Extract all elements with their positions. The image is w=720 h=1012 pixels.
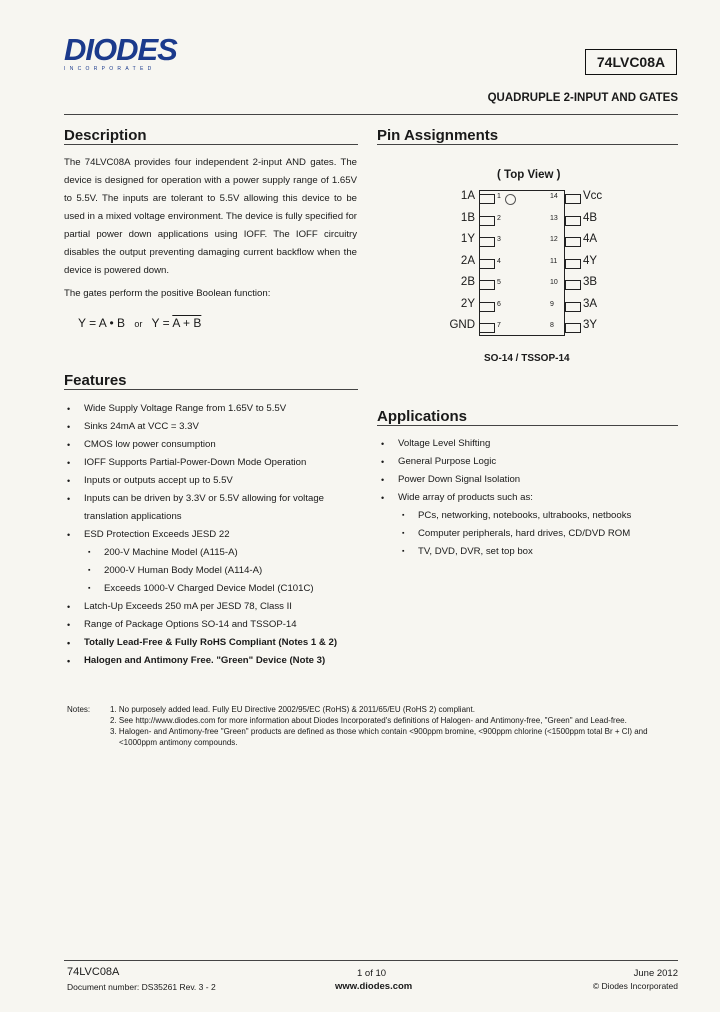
application-subitem: ▪ PCs, networking, notebooks, ultrabooks, netbooks: [378, 507, 678, 525]
pin-row-right: [550, 190, 630, 206]
applications-list: [378, 435, 678, 561]
top-view-label: ( Top View ): [497, 169, 561, 181]
pin-number: 6: [497, 300, 501, 308]
logo-text: DIODES: [64, 32, 177, 67]
pin-row-right: [550, 212, 630, 228]
feature-subitem: ▪ Exceeds 1000-V Charged Device Model (C101C): [64, 580, 364, 598]
pin-label: 1Y: [460, 233, 475, 245]
boolean-intro: The gates perform the positive Boolean function:: [64, 288, 271, 299]
pin-row-right: [550, 233, 630, 249]
feature-item: • IOFF Supports Partial-Power-Down Mode Operation: [64, 454, 364, 472]
applications-title: Applications: [377, 408, 678, 426]
pin-row-right: [550, 255, 630, 271]
pin-label: 2B: [460, 276, 475, 288]
application-subitem: ▪ TV, DVD, DVR, set top box: [378, 543, 678, 561]
notes-block: [110, 704, 680, 748]
equation-nand: A + B: [172, 316, 202, 330]
footer-page-number: 1 of 10: [357, 968, 387, 979]
pin-label: Vcc: [583, 190, 603, 202]
pin-assignments-title: Pin Assignments: [377, 127, 678, 145]
pin-number: 10: [550, 279, 558, 286]
note-3: 3. Halogen- and Antimony-free "Green" products are defined as those which contain <900ppm bromine, <900ppm chlorine (<1500ppm total Br + Cl) and: [110, 727, 648, 736]
feature-item: • Sinks 24mA at VCC = 3.3V: [64, 418, 364, 436]
pin-number: 3: [497, 236, 501, 243]
pin-number: 13: [550, 214, 558, 222]
feature-subitem: ▪ 200-V Machine Model (A115-A): [64, 544, 364, 562]
features-title: Features: [64, 372, 358, 390]
equation-lhs: Y =: [151, 316, 170, 330]
pin-number: 8: [550, 322, 554, 329]
pin-lead: [479, 302, 495, 312]
feature-item: • Range of Package Options SO-14 and TSSOP-14: [64, 616, 364, 634]
pin-lead: [479, 259, 495, 269]
pin-lead: [479, 216, 495, 226]
header-rule: [64, 114, 678, 115]
pin-number: 9: [550, 300, 554, 308]
pin-lead: [479, 194, 495, 204]
feature-item: • Inputs or outputs accept up to 5.5V: [64, 472, 364, 490]
pin-label: 3Y: [583, 319, 598, 331]
pin-lead: [565, 194, 581, 204]
pin-row-left: [445, 319, 535, 335]
feature-item: • ESD Protection Exceeds JESD 22: [64, 526, 364, 544]
logo-subtext: INCORPORATED: [64, 66, 156, 72]
package-label: SO-14 / TSSOP-14: [484, 353, 570, 364]
pin-lead: [565, 237, 581, 247]
pin-label: 3B: [583, 276, 598, 288]
pin-row-left: [445, 276, 535, 292]
diodes-logo: [64, 34, 192, 76]
feature-item: • Wide Supply Voltage Range from 1.65V to 5.5V: [64, 400, 364, 418]
pin-row-left: [445, 255, 535, 271]
boolean-equation: [78, 316, 201, 330]
pin-row-right: [550, 319, 630, 335]
pin-lead: [479, 237, 495, 247]
pin-label: 2Y: [460, 297, 475, 310]
pin-label: 4B: [583, 211, 598, 224]
pin-lead: [479, 323, 495, 333]
application-item: • Power Down Signal Isolation: [378, 471, 678, 489]
application-item: • Voltage Level Shifting: [378, 435, 678, 453]
application-subitem: ▪ Computer peripherals, hard drives, CD/DVD ROM: [378, 525, 678, 543]
pin-number: 4: [497, 257, 501, 265]
footer-rule: [64, 960, 678, 961]
footer-copyright: © Diodes Incorporated: [592, 981, 678, 991]
feature-item: • CMOS low power consumption: [64, 436, 364, 454]
application-item: • General Purpose Logic: [378, 453, 678, 471]
note-2: 2. See http://www.diodes.com for more information about Diodes Incorporated's definitions of Halogen- and Antimony-free, "Green" and Lead-free.: [110, 716, 627, 725]
pin-lead: [565, 302, 581, 312]
feature-item: • Latch-Up Exceeds 250 mA per JESD 78, Class II: [64, 598, 364, 616]
pin-lead: [565, 259, 581, 269]
document-subtitle: QUADRUPLE 2-INPUT AND GATES: [487, 92, 678, 104]
pin-number: 11: [550, 257, 558, 265]
footer-date: June 2012: [633, 968, 678, 979]
application-item: • Wide array of products such as:: [378, 489, 678, 507]
feature-item: • Inputs can be driven by 3.3V or 5.5V allowing for voltage translation applications: [64, 490, 364, 526]
pin-row-left: [445, 190, 535, 206]
notes-label: Notes:: [67, 705, 91, 714]
features-list: [64, 400, 364, 670]
pin-row-left: [445, 298, 535, 314]
footer-website-link[interactable]: www.diodes.com: [335, 981, 413, 992]
pin-label: 4A: [583, 233, 598, 245]
pin-lead: [565, 216, 581, 226]
pin-number: 12: [550, 236, 558, 243]
pin-number: 1: [497, 193, 501, 200]
feature-subitem: ▪ 2000-V Human Body Model (A114-A): [64, 562, 364, 580]
pin-label: 1A: [460, 190, 475, 202]
pin-label: 2A: [460, 254, 475, 267]
pin-row-left: [445, 233, 535, 249]
note-1: 1. No purposely added lead. Fully EU Directive 2002/95/EC (RoHS) & 2011/65/EU (RoHS 2) compliant.: [110, 705, 475, 714]
pin-number: 5: [497, 279, 501, 286]
pin-lead: [565, 323, 581, 333]
pin-label: GND: [449, 319, 475, 331]
pin-number: 7: [497, 322, 501, 329]
feature-item: • Totally Lead-Free & Fully RoHS Compliant (Notes 1 & 2): [64, 634, 364, 652]
pin-row-right: [550, 298, 630, 314]
pin-number: 2: [497, 214, 501, 222]
pin-number: 14: [550, 193, 558, 200]
footer-part-number: 74LVC08A: [67, 966, 120, 978]
pin-label: 3A: [583, 297, 598, 310]
equation-and: Y = A • B: [78, 316, 126, 330]
footer-document-number: Document number: DS35261 Rev. 3 - 2: [67, 982, 216, 992]
description-paragraph: The 74LVC08A provides four independent 2-input AND gates. The device is designed for operation with a power supply range of 1.65V to 5.5V. The inputs are tolerant to 5.5V allowing this device to be used in a mixed voltage environment. The device is fully specified for partial power down applications using IOFF. The IOFF circuitry disables the output preventing damaging current backflow when the device is powered down.: [64, 157, 357, 276]
pin-row-right: [550, 276, 630, 292]
pin-label: 4Y: [583, 254, 598, 267]
description-title: Description: [64, 127, 358, 145]
equation-or-word: or: [134, 319, 143, 329]
pin-row-left: [445, 212, 535, 228]
note-3-cont: <1000ppm antimony compounds.: [119, 738, 238, 747]
pin-lead: [565, 280, 581, 290]
feature-item: • Halogen and Antimony Free. "Green" Device (Note 3): [64, 652, 364, 670]
part-number-box: 74LVC08A: [585, 49, 677, 75]
pin-lead: [479, 280, 495, 290]
pin-label: 1B: [460, 211, 475, 224]
